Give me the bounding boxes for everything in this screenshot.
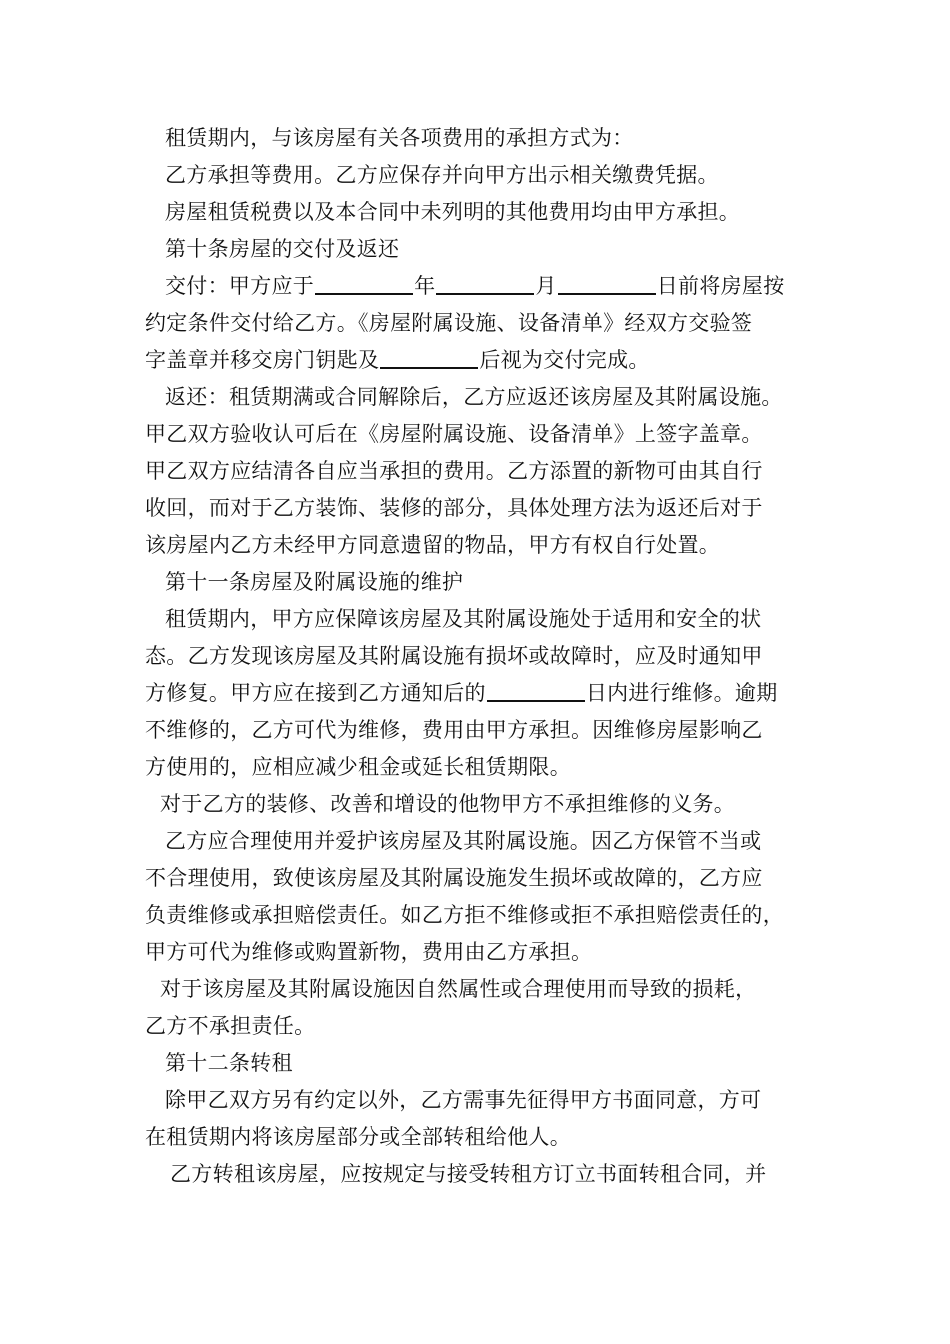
text-segment: 后视为交付完成。	[479, 348, 650, 372]
text-line: 对于乙方的装修、改善和增设的他物甲方不承担维修的义务。	[160, 792, 736, 816]
text-line: 态。乙方发现该房屋及其附属设施有损坏或故障时，应及时通知甲	[145, 644, 763, 668]
section-heading: 第十一条房屋及附属设施的维护	[165, 570, 464, 594]
text-segment: 日内进行维修。逾期	[585, 681, 778, 705]
text-line: 房屋租赁税费以及本合同中未列明的其他费用均由甲方承担。	[165, 200, 741, 224]
fill-in-blank	[436, 271, 534, 295]
text-line: 该房屋内乙方未经甲方同意遗留的物品，甲方有权自行处置。	[145, 533, 721, 557]
text-segment: 日前将房屋按	[656, 274, 785, 298]
text-line: 乙方承担等费用。乙方应保存并向甲方出示相关缴费凭据。	[165, 163, 719, 187]
text-segment: 字盖章并移交房门钥匙及	[145, 348, 380, 372]
text-segment: 月	[535, 274, 557, 298]
text-line: 甲乙双方验收认可后在《房屋附属设施、设备清单》上签字盖章。	[145, 422, 763, 446]
section-heading: 第十二条转租	[165, 1051, 293, 1075]
text-line: 负责维修或承担赔偿责任。如乙方拒不维修或拒不承担赔偿责任的，	[145, 903, 784, 927]
text-line: 方使用的，应相应减少租金或延长租赁期限。	[145, 755, 571, 779]
text-line: 不维修的，乙方可代为维修，费用由甲方承担。因维修房屋影响乙	[145, 718, 763, 742]
text-line	[145, 677, 778, 709]
text-line: 乙方应合理使用并爱护该房屋及其附属设施。因乙方保管不当或	[165, 829, 762, 853]
fill-in-blank	[487, 678, 585, 702]
text-segment: 年	[414, 274, 436, 298]
text-line: 甲乙双方应结清各自应当承担的费用。乙方添置的新物可由其自行	[145, 459, 763, 483]
text-line: 收回，而对于乙方装饰、装修的部分，具体处理方法为返还后对于	[145, 496, 763, 520]
text-line: 不合理使用，致使该房屋及其附属设施发生损坏或故障的，乙方应	[145, 866, 763, 890]
text-line: 对于该房屋及其附属设施因自然属性或合理使用而导致的损耗，	[160, 977, 757, 1001]
fill-in-blank	[380, 345, 478, 369]
fill-in-blank	[558, 271, 656, 295]
text-line: 除甲乙双方另有约定以外，乙方需事先征得甲方书面同意，方可	[165, 1088, 762, 1112]
text-line	[145, 344, 650, 376]
fill-in-blank	[315, 271, 413, 295]
section-heading: 第十条房屋的交付及返还	[165, 237, 400, 261]
text-line: 租赁期内，甲方应保障该房屋及其附属设施处于适用和安全的状	[165, 607, 762, 631]
text-segment: 交付：甲方应于	[165, 274, 315, 298]
text-line: 租赁期内，与该房屋有关各项费用的承担方式为：	[165, 126, 634, 150]
text-line: 返还：租赁期满或合同解除后，乙方应返还该房屋及其附属设施。	[165, 385, 783, 409]
text-line: 在租赁期内将该房屋部分或全部转租给他人。	[145, 1125, 571, 1149]
text-line: 甲方可代为维修或购置新物，费用由乙方承担。	[145, 940, 593, 964]
text-line: 乙方不承担责任。	[145, 1014, 316, 1038]
text-line: 约定条件交付给乙方。《房屋附属设施、设备清单》经双方交验签	[145, 311, 753, 335]
text-segment: 方修复。甲方应在接到乙方通知后的	[145, 681, 486, 705]
text-line	[165, 270, 785, 302]
text-line: 乙方转租该房屋，应按规定与接受转租方订立书面转租合同，并	[170, 1162, 767, 1186]
